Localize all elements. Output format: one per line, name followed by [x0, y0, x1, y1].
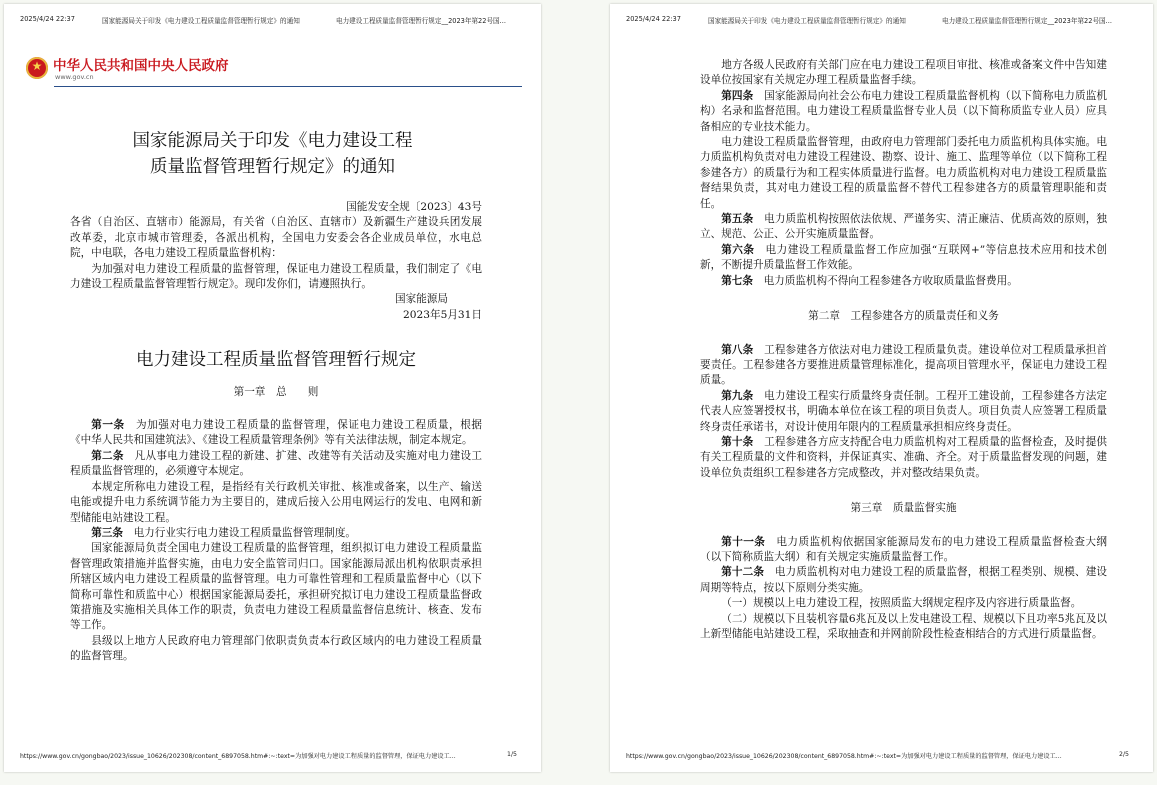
article-3 [70, 526, 482, 541]
article-8-text: 工程参建各方依法对电力建设工程质量负责。建设单位对工程质量承担首要责任。工程参建各方要推进质量管理标准化，提高项目管理水平，保证电力建设工程质量。 [700, 343, 1108, 387]
national-emblem-icon [26, 57, 48, 79]
notice-title [70, 128, 475, 180]
print-footer-url[interactable]: https://www.gov.cn/gongbao/2023/issue_10626/202308/content_6897058.htm#:~:text=为加强对电力建设工程质量的监督管理，保证电力建设工... [626, 753, 1062, 760]
page-number-1: 1/5 [507, 751, 517, 758]
notice-body: 为加强对电力建设工程质量的监督管理，保证电力建设工程质量，我们制定了《电力建设工程质量监督管理暂行规定》。现印发你们，请遵照执行。 [70, 262, 482, 291]
chapter-3-heading: 第三章 质量监督实施 [850, 502, 957, 515]
article-9 [700, 389, 1107, 435]
article-3-para-2: 国家能源局负责全国电力建设工程质量的监督管理，组织拟订电力建设工程质量监督管理政策措施并监督实施，由电力安全监管司归口。国家能源局派出机构依职责承担所辖区域内电力建设工程质量的监督管理。电力可靠性管理和工程质量监督中心（以下简称可靠性和质监中心）根据国家能源局委托，承担研究拟订电力建设工程质量监督政策措施及实施相关具体工作的职责，负责电力建设工程质量监督信息统计、核查、发布等工作。 [70, 542, 482, 632]
article-12-label: 第十二条 [721, 566, 765, 579]
article-10-label: 第十条 [721, 435, 754, 448]
print-datetime: 2025/4/24 22:37 [20, 15, 75, 23]
notice-signer: 国家能源局 [395, 293, 448, 306]
print-footer-url[interactable]: https://www.gov.cn/gongbao/2023/issue_10626/202308/content_6897058.htm#:~:text=为加强对电力建设工程质量的监督管理，保证电力建设工... [20, 753, 456, 760]
chapter-2-heading: 第二章 工程参建各方的质量责任和义务 [808, 310, 999, 323]
notice-addressees: 各省（自治区、直辖市）能源局，有关省（自治区、直辖市）及新疆生产建设兵团发展改革委，北京市城市管理委，各派出机构，全国电力安委会各企业成员单位，水电总院，中电联，各电力建设工程质量监督机构： [70, 216, 482, 260]
document-page-2 [610, 4, 1153, 772]
article-5 [700, 212, 1107, 243]
print-title-left: 国家能源局关于印发《电力建设工程质量监督管理暂行规定》的通知 [708, 17, 906, 25]
print-title-right: 电力建设工程质量监督管理暂行规定__2023年第22号国... [336, 17, 506, 25]
header-rule [54, 86, 522, 87]
article-4-label: 第四条 [721, 89, 754, 102]
article-10 [700, 435, 1107, 481]
article-6-label: 第六条 [721, 243, 755, 256]
article-7-label: 第七条 [721, 274, 753, 287]
page-number-2: 2/5 [1119, 751, 1129, 758]
article-8-label: 第八条 [721, 343, 754, 356]
article-12-item-1: （一）规模以上电力建设工程，按照质监大纲规定程序及内容进行质量监督。 [721, 597, 1082, 610]
article-7-text: 电力质监机构不得向工程参建各方收取质量监督费用。 [763, 274, 1018, 287]
article-1 [70, 418, 482, 449]
gov-logo-url: www.gov.cn [55, 73, 94, 81]
doc-number: 国能发安全规〔2023〕43号 [346, 201, 482, 213]
article-3-label: 第三条 [91, 526, 123, 539]
article-11-label: 第十一条 [721, 535, 766, 548]
article-2-label: 第二条 [91, 449, 124, 462]
article-5-label: 第五条 [721, 213, 754, 226]
notice-date: 2023年5月31日 [403, 308, 482, 321]
article-2-para-2: 本规定所称电力建设工程，是指经有关行政机关审批、核准或备案，以生产、输送电能或提升电力系统调节能力为主要目的，建成后接入公用电网运行的发电、电网和新型储能电站建设工程。 [70, 480, 482, 524]
article-7 [700, 274, 1107, 289]
gov-logo-name: 中华人民共和国中央人民政府 [53, 58, 229, 74]
article-11 [700, 535, 1107, 566]
article-8 [700, 343, 1107, 389]
article-4 [700, 89, 1107, 135]
article-1-label: 第一条 [91, 419, 125, 432]
article-10-text: 工程参建各方应支持配合电力质监机构对工程质量的监督检查，及时提供有关工程质量的文件和资料，并保证真实、准确、齐全。对于质量监督发现的问题，建设单位负责组织工程参建各方完成整改，并对整改结果负责。 [700, 435, 1108, 479]
article-12 [700, 565, 1107, 596]
print-footer [20, 751, 527, 760]
print-title-left: 国家能源局关于印发《电力建设工程质量监督管理暂行规定》的通知 [102, 17, 300, 25]
page1-body [70, 200, 482, 665]
article-11-text: 电力质监机构依据国家能源局发布的电力建设工程质量监督检查大纲（以下简称质监大纲）和有关规定实施质量监督工作。 [700, 535, 1108, 563]
article-4-text: 国家能源局向社会公布电力建设工程质量监督机构（以下简称电力质监机构）名录和监督范围。电力建设工程质量监督专业人员（以下简称质监专业人员）应具备相应的专业技术能力。 [700, 89, 1108, 133]
article-12-item-2: （二）规模以下且装机容量6兆瓦及以上发电建设工程、规模以下且功率5兆瓦及以上新型储能电站建设工程，采取抽查和并网前阶段性检查相结合的方式进行质量监督。 [700, 612, 1107, 640]
article-2 [70, 449, 482, 480]
print-title-right: 电力建设工程质量监督管理暂行规定__2023年第22号国... [942, 17, 1112, 25]
notice-title-line2: 质量监督管理暂行规定》的通知 [150, 157, 395, 177]
article-3-para-3: 县级以上地方人民政府电力管理部门依职责负责本行政区域内的电力建设工程质量的监督管理。 [70, 634, 482, 663]
article-2-text: 凡从事电力建设工程的新建、扩建、改建等有关活动及实施对电力建设工程质量监督管理的，必须遵守本规定。 [70, 449, 483, 478]
print-datetime: 2025/4/24 22:37 [626, 15, 681, 23]
article-6-text: 电力建设工程质量监督工作应加强“互联网+”等信息技术应用和技术创新，不断提升质量监督工作效能。 [700, 243, 1108, 272]
article-9-label: 第九条 [721, 389, 754, 402]
article-4-para-2: 电力建设工程质量监督管理，由政府电力管理部门委托电力质监机构具体实施。电力质监机构负责对电力建设工程建设、勘察、设计、施工、监理等单位（以下简称工程参建各方）的质量行为和工程实体质量进行监督。电力质监机构对电力建设工程质量监督结果负责，其对电力建设工程的质量监督不替代工程参建各方的质量管理职能和责任。 [700, 136, 1107, 210]
print-footer [626, 751, 1139, 760]
chapter-1-heading: 第一章 总 则 [233, 385, 319, 398]
article-9-text: 电力建设工程实行质量终身责任制。工程开工建设前，工程参建各方法定代表人应签署授权书，明确本单位在该工程的项目负责人。项目负责人应签署工程质量终身责任承诺书，对设计使用年限内的工程质量承担相应终身责任。 [700, 389, 1108, 433]
regulation-title: 电力建设工程质量监督管理暂行规定 [136, 350, 416, 371]
article-1-text: 为加强对电力建设工程质量的监督管理，保证电力建设工程质量，根据《中华人民共和国建筑法》、《建设工程质量管理条例》等有关法律法规，制定本规定。 [70, 419, 483, 447]
page2-body [700, 58, 1107, 642]
document-page-1 [4, 4, 541, 772]
article-3-text: 电力行业实行电力建设工程质量监督管理制度。 [133, 526, 357, 539]
article-6 [700, 243, 1107, 274]
article-3-para-4: 地方各级人民政府有关部门应在电力建设工程项目审批、核准或备案文件中告知建设单位按国家有关规定办理工程质量监督手续。 [700, 59, 1107, 87]
article-5-text: 电力质监机构按照依法依规、严谨务实、清正廉洁、优质高效的原则，独立、规范、公正、公开实施质量监督。 [700, 213, 1108, 241]
notice-title-line1: 国家能源局关于印发《电力建设工程 [132, 131, 413, 151]
article-12-text: 电力质监机构对电力建设工程的质量监督，根据工程类别、规模、建设周期等特点，按以下原则分类实施。 [700, 566, 1108, 594]
